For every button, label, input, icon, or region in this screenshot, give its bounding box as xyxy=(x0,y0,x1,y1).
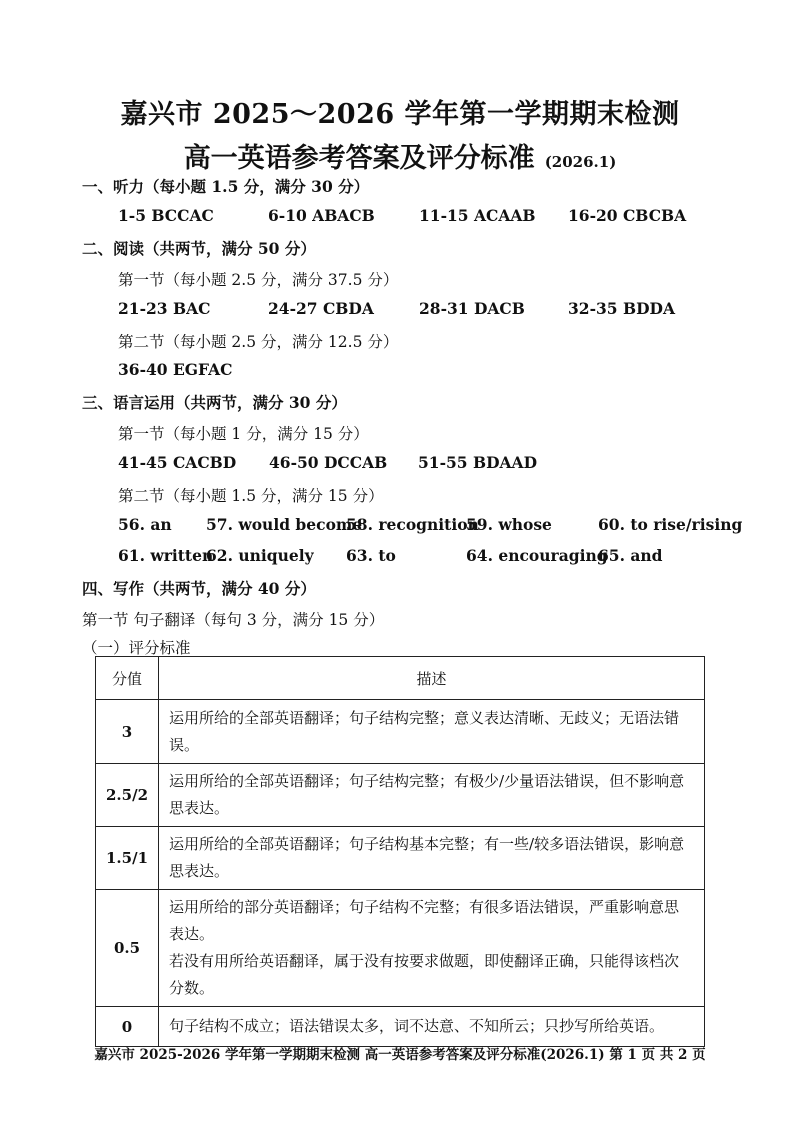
answer-item: 60. to rise/rising xyxy=(598,515,743,534)
answer-group: 51-55 BDAAD xyxy=(418,453,538,472)
answer-group: 24-27 CBDA xyxy=(268,299,374,318)
reading-part1-heading: 第一节（每小题 2.5 分，满分 37.5 分） xyxy=(118,271,399,289)
table-row xyxy=(96,764,705,827)
description-cell: 句子结构不成立；语法错误太多，词不达意、不知所云；只抄写所给英语。 xyxy=(159,1007,705,1047)
answer-group: 1-5 BCCAC xyxy=(118,206,214,225)
table-header-row xyxy=(96,657,705,700)
criteria-heading: （一）评分标准 xyxy=(82,639,191,657)
subtitle-date: (2026.1) xyxy=(544,153,617,171)
table-row xyxy=(96,890,705,1007)
reading-part2-heading: 第二节（每小题 2.5 分，满分 12.5 分） xyxy=(118,333,399,351)
writing-part1-heading: 第一节 句子翻译（每句 3 分，满分 15 分） xyxy=(82,611,385,629)
answer-group: 32-35 BDDA xyxy=(568,299,675,318)
language-part2-row2 xyxy=(118,546,758,565)
description-cell: 运用所给的全部英语翻译；句子结构基本完整；有一些/较多语法错误，影响意思表达。 xyxy=(159,827,705,890)
answer-group: 41-45 CACBD xyxy=(118,453,237,472)
section-listening-heading: 一、听力（每小题 1.5 分，满分 30 分） xyxy=(82,177,370,196)
answer-item: 57. would become xyxy=(206,515,363,534)
score-cell: 0 xyxy=(96,1007,159,1047)
answer-group: 46-50 DCCAB xyxy=(269,453,388,472)
listening-answers xyxy=(118,206,758,225)
score-cell: 1.5/1 xyxy=(96,827,159,890)
description-line: 运用所给的部分英语翻译；句子结构不完整；有很多语法错误，严重影响意思表达。 xyxy=(169,898,680,943)
section-language-heading: 三、语言运用（共两节，满分 30 分） xyxy=(82,393,347,412)
answer-item: 63. to xyxy=(346,546,396,565)
answer-item: 65. and xyxy=(598,546,663,565)
answer-group: 28-31 DACB xyxy=(419,299,525,318)
section-reading-heading: 二、阅读（共两节，满分 50 分） xyxy=(82,239,316,258)
answer-group: 16-20 CBCBA xyxy=(568,206,687,225)
score-cell: 0.5 xyxy=(96,890,159,1007)
answer-item: 58. recognition xyxy=(346,515,479,534)
section-writing-heading: 四、写作（共两节，满分 40 分） xyxy=(82,579,316,598)
answer-item: 62. uniquely xyxy=(206,546,314,565)
page-footer: 嘉兴市 2025-2026 学年第一学期期末检测 高一英语参考答案及评分标准(2026.1) 第 1 页 共 2 页 xyxy=(94,1047,706,1063)
document-subtitle xyxy=(0,136,800,175)
language-part1-heading: 第一节（每小题 1 分，满分 15 分） xyxy=(118,425,369,443)
answer-item: 64. encouraging xyxy=(466,546,608,565)
table-header-description: 描述 xyxy=(159,657,705,700)
subtitle-text: 高一英语参考答案及评分标准 xyxy=(183,143,535,174)
description-line: 若没有用所给英语翻译，属于没有按要求做题，即使翻译正确，只能得该档次分数。 xyxy=(169,952,680,997)
language-part2-row1 xyxy=(118,515,758,534)
reading-part2-answers: 36-40 EGFAC xyxy=(118,360,233,379)
answer-group: 21-23 BAC xyxy=(118,299,211,318)
answer-item: 59. whose xyxy=(466,515,552,534)
reading-part1-answers xyxy=(118,299,758,318)
language-part2-heading: 第二节（每小题 1.5 分，满分 15 分） xyxy=(118,487,384,505)
score-cell: 3 xyxy=(96,700,159,764)
table-row xyxy=(96,827,705,890)
description-cell: 运用所给的全部英语翻译；句子结构完整；意义表达清晰、无歧义；无语法错误。 xyxy=(159,700,705,764)
answer-item: 61. written xyxy=(118,546,214,565)
description-cell xyxy=(159,890,705,1007)
score-cell: 2.5/2 xyxy=(96,764,159,827)
scoring-criteria-table xyxy=(95,656,705,1047)
language-part1-answers xyxy=(118,453,758,472)
answer-group: 6-10 ABACB xyxy=(268,206,375,225)
description-cell: 运用所给的全部英语翻译；句子结构完整；有极少/少量语法错误，但不影响意思表达。 xyxy=(159,764,705,827)
answer-item: 56. an xyxy=(118,515,172,534)
answer-group: 11-15 ACAAB xyxy=(419,206,536,225)
table-row xyxy=(96,1007,705,1047)
table-header-score: 分值 xyxy=(96,657,159,700)
table-row xyxy=(96,700,705,764)
document-title: 嘉兴市 2025～2026 学年第一学期期末检测 xyxy=(120,99,680,130)
